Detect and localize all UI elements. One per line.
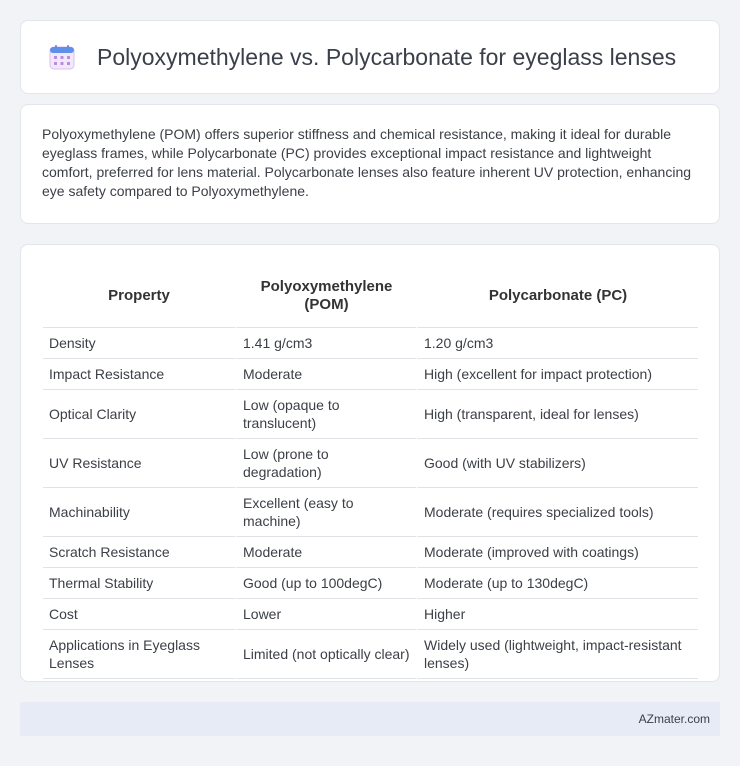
intro-paragraph: Polyoxymethylene (POM) offers superior stiffness and chemical resistance, making it ideal for durable eyeglass frames, while Polycarbonate (PC) provides exceptional impact resistance and lightweight comfort, preferred for lens material. Polycarbonate lenses also feature inherent UV protection, enhancing eye safety compared to Polyoxymethylene. [42,126,692,199]
pom-cell: Limited (not optically clear) [235,630,416,679]
property-cell: Cost [43,599,235,630]
pc-cell: High (excellent for impact protection) [416,359,698,390]
pc-cell: 1.20 g/cm3 [416,328,698,359]
comparison-card [20,244,720,682]
property-cell: Optical Clarity [43,390,235,439]
table-row [43,359,698,390]
table-row [43,537,698,568]
comparison-table [43,265,698,679]
header-pom: Polyoxymethylene (POM) [235,265,416,328]
pom-cell: Lower [235,599,416,630]
pom-cell: Good (up to 100degC) [235,568,416,599]
pc-cell: Moderate (requires specialized tools) [416,488,698,537]
table-row [43,328,698,359]
table-row [43,390,698,439]
footer-site-link[interactable]: AZmater.com [638,712,710,726]
header-pc: Polycarbonate (PC) [416,265,698,328]
table-row [43,599,698,630]
property-cell: Machinability [43,488,235,537]
pc-cell: Higher [416,599,698,630]
pc-cell: Moderate (up to 130degC) [416,568,698,599]
intro-card [20,104,720,224]
table-row [43,568,698,599]
pom-cell: Moderate [235,537,416,568]
property-cell: Impact Resistance [43,359,235,390]
header-property: Property [43,265,235,328]
pom-cell: Excellent (easy to machine) [235,488,416,537]
property-cell: Scratch Resistance [43,537,235,568]
property-cell: UV Resistance [43,439,235,488]
property-cell: Applications in Eyeglass Lenses [43,630,235,679]
pom-cell: Low (opaque to translucent) [235,390,416,439]
calendar-icon [49,44,75,70]
property-cell: Density [43,328,235,359]
pom-cell: 1.41 g/cm3 [235,328,416,359]
pom-cell: Low (prone to degradation) [235,439,416,488]
title-card [20,20,720,94]
table-row [43,630,698,679]
pom-cell: Moderate [235,359,416,390]
property-cell: Thermal Stability [43,568,235,599]
table-row [43,439,698,488]
table-row [43,488,698,537]
pc-cell: Moderate (improved with coatings) [416,537,698,568]
footer-bar [20,702,720,736]
pc-cell: High (transparent, ideal for lenses) [416,390,698,439]
table-header-row [43,265,698,328]
page-title: Polyoxymethylene vs. Polycarbonate for eyeglass lenses [97,43,677,70]
pc-cell: Good (with UV stabilizers) [416,439,698,488]
pc-cell: Widely used (lightweight, impact-resistant lenses) [416,630,698,679]
